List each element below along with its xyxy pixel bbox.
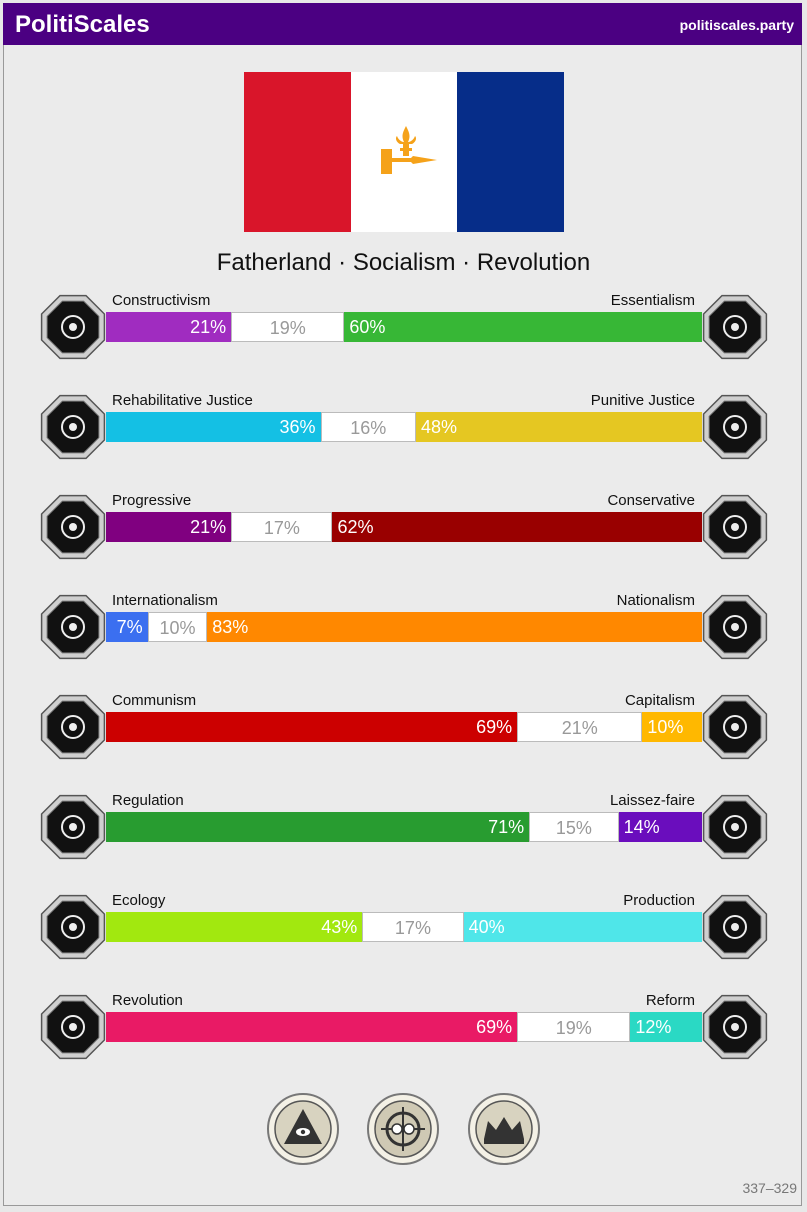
left-segment: 7% <box>106 612 148 642</box>
butterfly-icon <box>700 792 770 862</box>
footer-ids: 337–329 <box>742 1180 797 1196</box>
crown-badge-icon[interactable] <box>467 1092 541 1166</box>
axis-right-label: Reform <box>645 992 695 1009</box>
axis-left-label: Communism <box>112 692 197 709</box>
left-segment: 43% <box>106 912 362 942</box>
axis-row <box>0 392 807 472</box>
pyramid-eye-badge-icon[interactable] <box>266 1092 340 1166</box>
right-segment: 60% <box>344 312 702 342</box>
axis-right-label: Production <box>623 892 695 909</box>
axis-left-label: Ecology <box>112 892 166 909</box>
neutral-segment: 15% <box>529 812 618 842</box>
neutral-segment: 16% <box>321 412 416 442</box>
axis-bar <box>106 1012 702 1042</box>
leaf-icon <box>38 892 108 962</box>
ruler-icon <box>38 792 108 862</box>
axis-left-label: Regulation <box>112 792 184 809</box>
ballot-box-icon <box>700 992 770 1062</box>
axis-left-label: Internationalism <box>112 592 218 609</box>
fist-icon <box>38 992 108 1062</box>
axis-right-label: Punitive Justice <box>590 392 695 409</box>
axis-row <box>0 792 807 872</box>
fist-icon <box>38 992 108 1062</box>
axis-bar <box>106 612 702 642</box>
eye-icon <box>38 292 108 362</box>
left-segment: 69% <box>106 712 517 742</box>
flag-stripe-red <box>244 72 351 232</box>
flag-stripe-blue <box>457 72 564 232</box>
axis-bar <box>106 412 702 442</box>
rocket-icon <box>38 492 108 562</box>
quill-icon <box>700 492 770 562</box>
axis-left-label: Progressive <box>112 492 192 509</box>
quill-icon <box>700 492 770 562</box>
money-bag-icon <box>700 692 770 762</box>
flower-icon <box>700 292 770 362</box>
axis-row <box>0 592 807 672</box>
axis-right-label: Nationalism <box>616 592 695 609</box>
axis-bar <box>106 512 702 542</box>
neutral-segment: 10% <box>148 612 208 642</box>
left-segment: 71% <box>106 812 529 842</box>
handshake-icon <box>38 392 108 462</box>
hammer-sickle-icon <box>38 692 108 762</box>
flag-icon <box>700 592 770 662</box>
left-segment: 36% <box>106 412 321 442</box>
axis-bar <box>106 312 702 342</box>
axis-bar <box>106 712 702 742</box>
right-segment: 12% <box>630 1012 702 1042</box>
left-segment: 69% <box>106 1012 517 1042</box>
ballot-box-icon <box>700 992 770 1062</box>
flag-icon <box>700 592 770 662</box>
neutral-segment: 17% <box>362 912 463 942</box>
axis-right-label: Essentialism <box>610 292 695 309</box>
axis-row <box>0 692 807 772</box>
site-url[interactable]: politiscales.party <box>679 17 794 33</box>
flag <box>244 72 564 232</box>
left-segment: 21% <box>106 312 231 342</box>
handshake-icon <box>38 392 108 462</box>
axis-left-label: Revolution <box>112 992 183 1009</box>
flag-stripe-white <box>351 72 458 232</box>
ruler-icon <box>38 792 108 862</box>
neutral-segment: 19% <box>231 312 344 342</box>
gear-icon <box>700 892 770 962</box>
axis-bar <box>106 912 702 942</box>
hammer-sickle-icon <box>38 692 108 762</box>
right-segment: 83% <box>207 612 702 642</box>
axis-row <box>0 992 807 1072</box>
header-bar <box>3 3 802 45</box>
axis-row <box>0 492 807 572</box>
axis-left-label: Rehabilitative Justice <box>112 392 253 409</box>
right-segment: 40% <box>464 912 702 942</box>
globe-icon <box>38 592 108 662</box>
leaf-icon <box>38 892 108 962</box>
eye-icon <box>38 292 108 362</box>
compass-emblem-badge-icon[interactable] <box>366 1092 440 1166</box>
axis-right-label: Conservative <box>607 492 695 509</box>
flower-icon <box>700 292 770 362</box>
neutral-segment: 21% <box>517 712 642 742</box>
neutral-segment: 19% <box>517 1012 630 1042</box>
prison-bars-icon <box>700 392 770 462</box>
right-segment: 48% <box>416 412 702 442</box>
axis-right-label: Laissez-faire <box>609 792 695 809</box>
slogan: Fatherland · Socialism · Revolution <box>216 249 591 276</box>
axis-row <box>0 892 807 972</box>
fleur-de-lis-icon <box>351 72 457 232</box>
app-title: PolitiScales <box>15 11 150 38</box>
left-segment: 21% <box>106 512 231 542</box>
axis-row <box>0 292 807 372</box>
neutral-segment: 17% <box>231 512 332 542</box>
axis-right-label: Capitalism <box>624 692 695 709</box>
axis-left-label: Constructivism <box>112 292 211 309</box>
prison-bars-icon <box>700 392 770 462</box>
gear-icon <box>700 892 770 962</box>
butterfly-icon <box>700 792 770 862</box>
globe-icon <box>38 592 108 662</box>
rocket-icon <box>38 492 108 562</box>
right-segment: 10% <box>642 712 702 742</box>
right-segment: 62% <box>332 512 702 542</box>
money-bag-icon <box>700 692 770 762</box>
axis-bar <box>106 812 702 842</box>
right-segment: 14% <box>619 812 702 842</box>
